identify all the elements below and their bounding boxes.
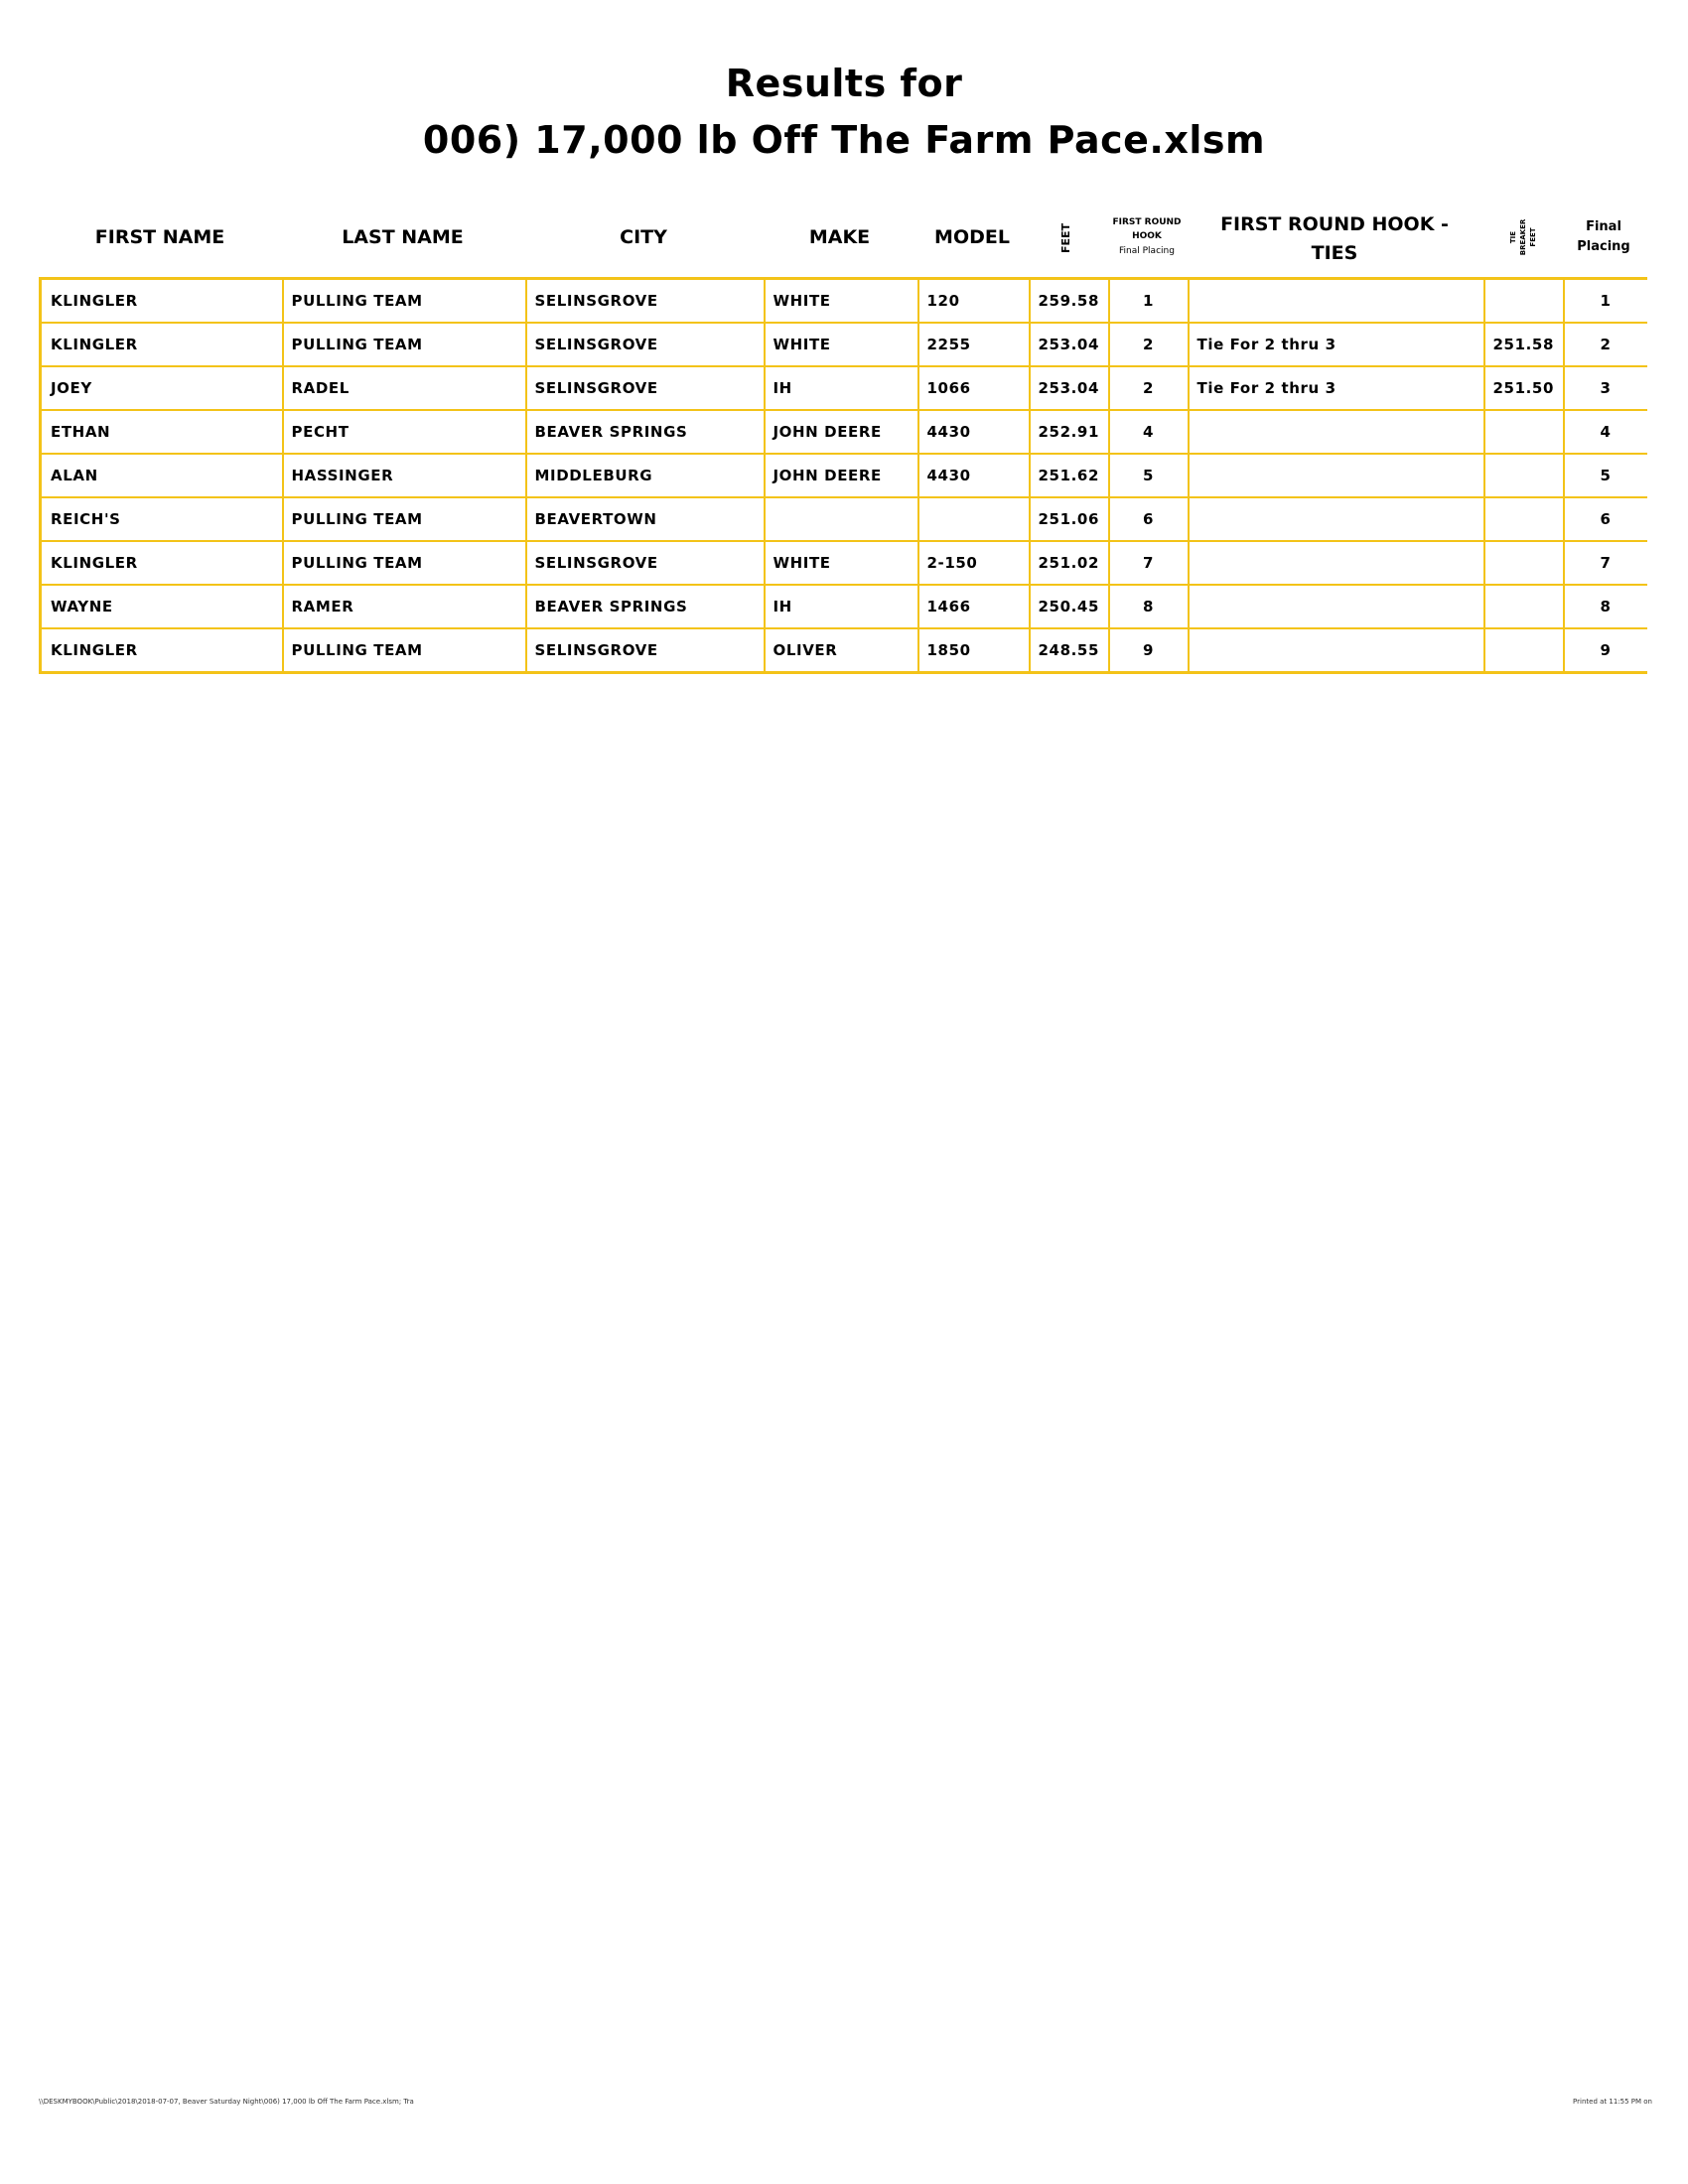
cell-make: IH [765,585,918,628]
cell-make: IH [765,366,918,410]
cell-model: 2-150 [918,541,1030,585]
cell-make [765,497,918,541]
header-make: MAKE [808,226,871,248]
cell-city: SELINSGROVE [526,323,765,366]
cell-feet: 251.02 [1030,541,1109,585]
cell-city: SELINSGROVE [526,366,765,410]
table-row [41,541,1647,585]
cell-last-name: PECHT [283,410,526,454]
cell-first-name: ALAN [41,454,283,497]
cell-make: WHITE [765,323,918,366]
cell-first-name: KLINGLER [41,279,283,324]
cell-first-name: KLINGLER [41,323,283,366]
cell-final-placing: 4 [1564,410,1647,454]
header-last-name: LAST NAME [342,226,464,248]
cell-hook-placing: 5 [1109,454,1189,497]
table-row [41,497,1647,541]
cell-hook-placing: 9 [1109,628,1189,673]
footer-printed: Printed at 11:55 PM on [1573,2098,1652,2106]
cell-hook-placing: 1 [1109,279,1189,324]
cell-tie-breaker-feet: 251.50 [1484,366,1564,410]
results-table [39,277,1647,674]
cell-ties [1189,410,1484,454]
cell-last-name: PULLING TEAM [283,628,526,673]
cell-last-name: RAMER [283,585,526,628]
cell-final-placing: 7 [1564,541,1647,585]
cell-city: SELINSGROVE [526,541,765,585]
cell-final-placing: 6 [1564,497,1647,541]
cell-last-name: PULLING TEAM [283,497,526,541]
header-frh-line1: FIRST ROUND [1112,217,1182,227]
table-row [41,454,1647,497]
cell-model: 4430 [918,410,1030,454]
cell-final-placing: 9 [1564,628,1647,673]
cell-tie-breaker-feet [1484,454,1564,497]
header-tb-line2: BREAKER [1519,218,1528,256]
header-first-round-hook-final-placing [1107,215,1187,258]
cell-hook-placing: 8 [1109,585,1189,628]
cell-final-placing: 1 [1564,279,1647,324]
cell-tie-breaker-feet: 251.58 [1484,323,1564,366]
cell-ties [1189,541,1484,585]
header-model: MODEL [934,226,1010,248]
cell-ties [1189,585,1484,628]
header-ties-line2: TIES [1311,241,1358,264]
cell-hook-placing: 7 [1109,541,1189,585]
cell-make: WHITE [765,279,918,324]
cell-make: WHITE [765,541,918,585]
header-ties-line1: FIRST ROUND HOOK - [1220,213,1449,235]
table-row [41,323,1647,366]
header-first-round-hook-ties [1187,210,1482,267]
cell-first-name: KLINGLER [41,541,283,585]
cell-final-placing: 2 [1564,323,1647,366]
cell-final-placing: 5 [1564,454,1647,497]
cell-tie-breaker-feet [1484,541,1564,585]
cell-feet: 250.45 [1030,585,1109,628]
cell-city: BEAVERTOWN [526,497,765,541]
cell-hook-placing: 6 [1109,497,1189,541]
header-frh-line2: HOOK [1132,231,1162,242]
cell-last-name: PULLING TEAM [283,323,526,366]
results-body [41,279,1647,673]
title-line-2: 006) 17,000 lb Off The Farm Pace.xlsm [422,118,1266,162]
cell-ties: Tie For 2 thru 3 [1189,366,1484,410]
cell-model: 1850 [918,628,1030,673]
cell-city: MIDDLEBURG [526,454,765,497]
header-final-line1: Final [1586,219,1621,234]
cell-last-name: PULLING TEAM [283,541,526,585]
header-city: CITY [620,226,667,248]
footer-file-path: \\DESKMYBOOK\Public\2018\2018-07-07, Beaver Saturday Night\006) 17,000 lb Off The Farm Pace.xlsm; Tra [39,2098,414,2106]
cell-first-name: ETHAN [41,410,283,454]
table-row [41,410,1647,454]
table-row [41,585,1647,628]
cell-feet: 253.04 [1030,323,1109,366]
cell-feet: 248.55 [1030,628,1109,673]
table-row [41,366,1647,410]
cell-feet: 253.04 [1030,366,1109,410]
cell-model: 4430 [918,454,1030,497]
cell-feet: 251.62 [1030,454,1109,497]
cell-ties [1189,628,1484,673]
cell-last-name: HASSINGER [283,454,526,497]
cell-hook-placing: 4 [1109,410,1189,454]
cell-feet: 259.58 [1030,279,1109,324]
cell-last-name: RADEL [283,366,526,410]
cell-tie-breaker-feet [1484,279,1564,324]
header-final-placing [1562,217,1645,256]
cell-tie-breaker-feet [1484,585,1564,628]
cell-last-name: PULLING TEAM [283,279,526,324]
table-row [41,279,1647,324]
cell-city: SELINSGROVE [526,279,765,324]
cell-model: 1066 [918,366,1030,410]
cell-tie-breaker-feet [1484,497,1564,541]
cell-city: BEAVER SPRINGS [526,585,765,628]
cell-ties: Tie For 2 thru 3 [1189,323,1484,366]
header-tb-line3: FEET [1529,227,1538,247]
header-final-line2: Placing [1577,238,1630,254]
cell-model: 120 [918,279,1030,324]
cell-feet: 251.06 [1030,497,1109,541]
header-feet: FEET [1059,222,1072,254]
cell-model [918,497,1030,541]
cell-make: JOHN DEERE [765,410,918,454]
cell-ties [1189,279,1484,324]
header-tb-line1: TIE [1509,230,1517,244]
cell-city: BEAVER SPRINGS [526,410,765,454]
header-first-name: FIRST NAME [94,226,225,248]
header-frh-line3: Final Placing [1119,245,1175,256]
cell-final-placing: 8 [1564,585,1647,628]
cell-tie-breaker-feet [1484,410,1564,454]
table-row [41,628,1647,673]
header-tie-breaker-feet [1508,212,1542,262]
title-line-1: Results for [725,62,963,105]
cell-ties [1189,454,1484,497]
cell-first-name: REICH'S [41,497,283,541]
cell-model: 2255 [918,323,1030,366]
cell-hook-placing: 2 [1109,366,1189,410]
cell-first-name: WAYNE [41,585,283,628]
cell-make: JOHN DEERE [765,454,918,497]
cell-hook-placing: 2 [1109,323,1189,366]
cell-feet: 252.91 [1030,410,1109,454]
cell-first-name: JOEY [41,366,283,410]
cell-ties [1189,497,1484,541]
cell-model: 1466 [918,585,1030,628]
cell-city: SELINSGROVE [526,628,765,673]
cell-first-name: KLINGLER [41,628,283,673]
cell-final-placing: 3 [1564,366,1647,410]
cell-make: OLIVER [765,628,918,673]
cell-tie-breaker-feet [1484,628,1564,673]
